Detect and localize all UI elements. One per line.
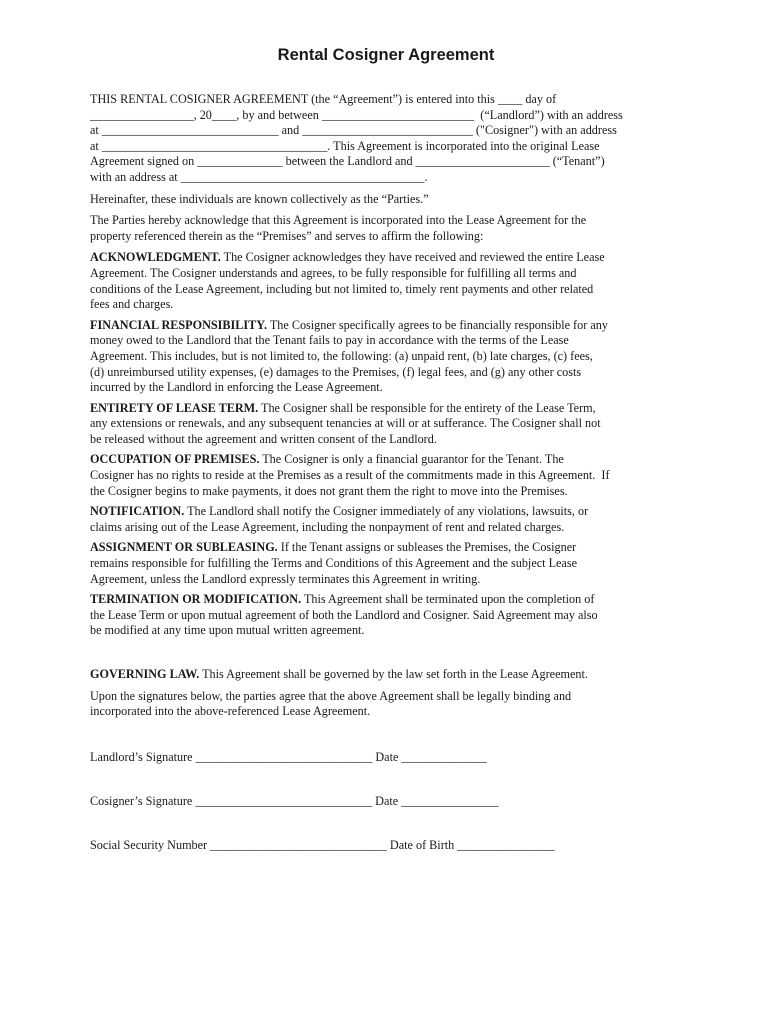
section-heading: ASSIGNMENT OR SUBLEASING. bbox=[90, 540, 278, 555]
section-heading: OCCUPATION OF PREMISES. bbox=[90, 452, 260, 467]
landlord-signature-line: Landlord’s Signature _____________________________ Date ______________ bbox=[90, 749, 487, 764]
section-occupation-of-premises bbox=[90, 452, 682, 499]
section-heading: GOVERNING LAW. bbox=[90, 667, 200, 681]
section-governing-law bbox=[90, 667, 682, 683]
section-heading: FINANCIAL RESPONSIBILITY. bbox=[90, 317, 267, 332]
section-acknowledgment bbox=[90, 250, 682, 312]
section-text: The Cosigner shall be responsible for the entirety of the Lease Term, any extensions or renewals, and any subsequent tenancies at will or at sufferance. The Cosigner shall not be released without the agreement and written consent of the Landlord. bbox=[90, 400, 601, 446]
section-text: This Agreement shall be terminated upon the completion of the Lease Term or upon mutual agreement of both the Landlord and Cosigner. Said Agreement may also be modified at any time upon mutual written agreement. bbox=[90, 592, 598, 638]
parties-acknowledge-paragraph: The Parties hereby acknowledge that this Agreement is incorporated into the Lease Agreement for the property referenced therein as the “Premises” and serves to affirm the following: bbox=[90, 213, 587, 243]
section-text: If the Tenant assigns or subleases the Premises, the Cosigner remains responsible for fulfilling the Terms and Conditions of this Agreement and the subject Lease Agreement, unless the Landlord expressly terminates this Agreement in writing. bbox=[90, 540, 577, 586]
section-text: The Cosigner is only a financial guarantor for the Tenant. The Cosigner has no rights to reside at the Premises as a result of the commitments made in this Agreement. If the Cosigner begins to make payments, it does not grant them the right to move into the Premises. bbox=[90, 452, 610, 498]
section-text: This Agreement shall be governed by the law set forth in the Lease Agreement. bbox=[199, 667, 588, 681]
ssn-dob-line: Social Security Number _____________________________ Date of Birth ________________ bbox=[90, 837, 555, 852]
hereinafter-paragraph: Hereinafter, these individuals are known collectively as the “Parties.” bbox=[90, 191, 429, 206]
binding-paragraph: Upon the signatures below, the parties agree that the above Agreement shall be legally binding and incorporated into the above-referenced Lease Agreement. bbox=[90, 688, 572, 719]
section-text: The Cosigner acknowledges they have received and reviewed the entire Lease Agreement. The Cosigner understands and agrees, to be fully responsible for fulfilling all terms and conditions of the Lease Agreement, including but not limited to, timely rent payments and other related fees and charges. bbox=[90, 250, 605, 312]
section-heading: ENTIRETY OF LEASE TERM. bbox=[90, 400, 259, 415]
cosigner-signature-line: Cosigner’s Signature _____________________________ Date ________________ bbox=[90, 793, 499, 808]
document-title: Rental Cosigner Agreement bbox=[277, 46, 495, 64]
section-entirety-of-lease-term bbox=[90, 401, 682, 448]
section-heading: TERMINATION OR MODIFICATION. bbox=[90, 592, 302, 607]
intro-paragraph: THIS RENTAL COSIGNER AGREEMENT (the “Agreement”) is entered into this ____ day of _________________, 20____, by and between _________________________ (“Landlord”) with an address at _____________________________ and ____________________________ ("Cosigner") with an address at _____________________________________. This Agreement is incorporated into the original Lease Agreement signed on ______________ between the Landlord and ______________________ (“Tenant”) with an address at ________________________________________. bbox=[90, 92, 623, 184]
section-termination-or-modification bbox=[90, 592, 682, 639]
section-heading: NOTIFICATION. bbox=[90, 504, 185, 519]
section-notification bbox=[90, 504, 682, 535]
section-assignment-or-subleasing bbox=[90, 540, 682, 587]
section-text: The Landlord shall notify the Cosigner immediately of any violations, lawsuits, or claims arising out of the Lease Agreement, including the nonpayment of rent and related charges. bbox=[90, 504, 589, 534]
section-heading: ACKNOWLEDGMENT. bbox=[90, 250, 221, 265]
section-text: The Cosigner specifically agrees to be financially responsible for any money owed to the Landlord that the Tenant fails to pay in accordance with the terms of the Lease Agreement. This includes, but is not limited to, the following: (a) unpaid rent, (b) late charges, (c) fees, (d) unreimbursed utility expenses, (e) damages to the Premises, (f) legal fees, and (g) any other costs incurred by the Landlord in enforcing the Lease Agreement. bbox=[90, 317, 608, 395]
section-financial-responsibility bbox=[90, 318, 682, 396]
